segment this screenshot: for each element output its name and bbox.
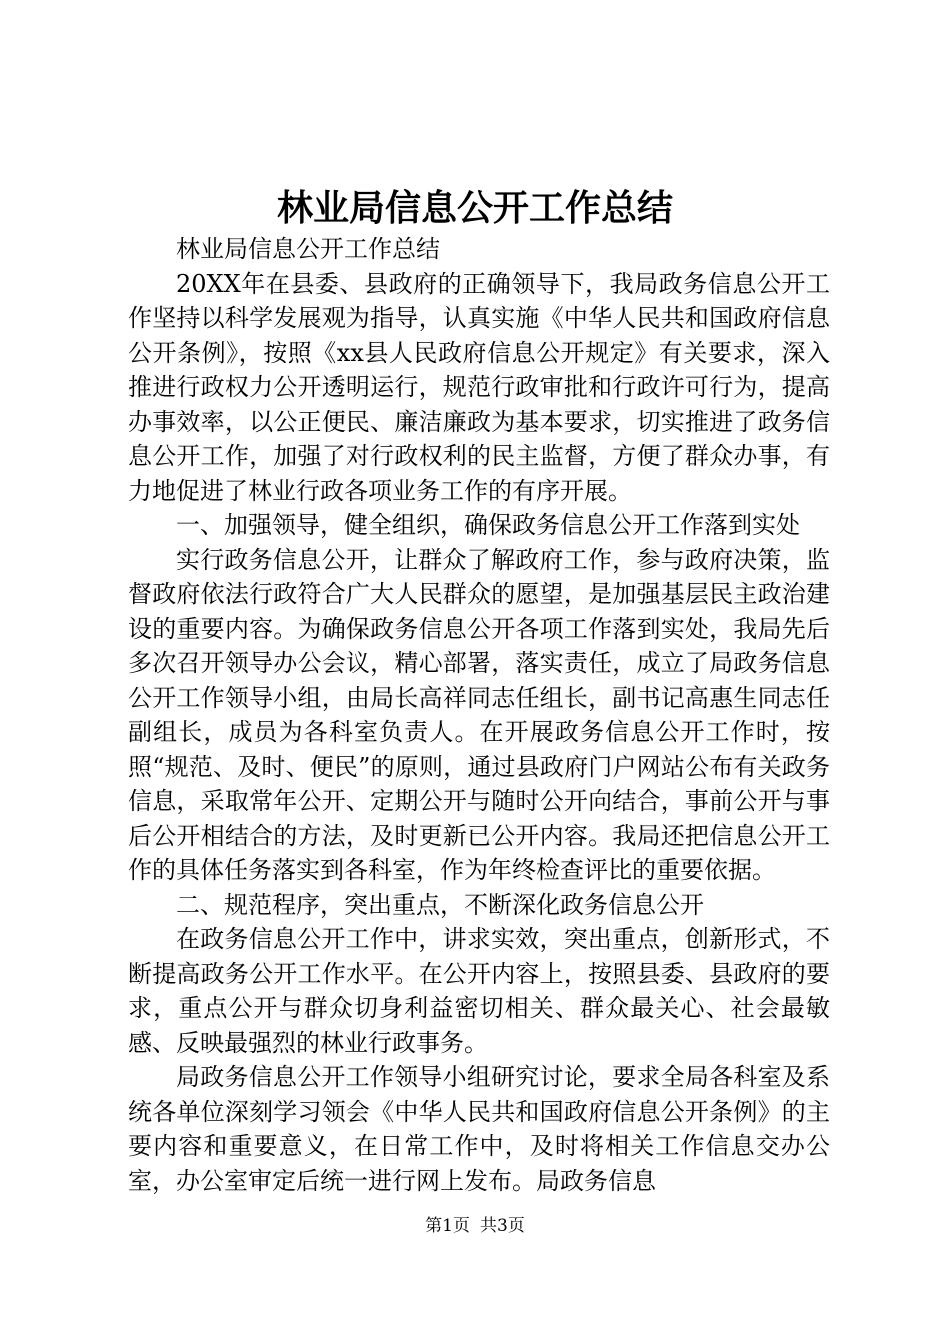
section-heading-2: 二、规范程序，突出重点，不断深化政务信息公开: [176, 890, 704, 919]
page-number-total: 共3页: [480, 1216, 525, 1236]
page-number-current: 第1页: [425, 1216, 470, 1236]
paragraph-intro: 20XX年在县委、县政府的正确领导下，我局政务信息公开工作坚持以科学发展观为指导，认真实施《中华人民共和国政府信息公开条例》，按照《xx县人民政府信息公开规定》有关要求，深入推进行政权力公开透明运行，规范行政审批和行政许可行为，提高办事效率，以公正便民、廉洁廉政为基本要求，切实推进了政务信息公开工作，加强了对行政权利的民主监督，方便了群众办事，有力地促进了林业行政各项业务工作的有序开展。: [128, 269, 830, 505]
page-footer: [0, 1214, 950, 1238]
paragraph-subtitle: 林业局信息公开工作总结: [176, 235, 440, 263]
section-heading-1: 一、加强领导，健全组织，确保政务信息公开工作落到实处: [176, 511, 800, 539]
paragraph-section-2b: 局政务信息公开工作领导小组研究讨论，要求全局各科室及系统各单位深刻学习领会《中华人民共和国政府信息公开条例》的主要内容和重要意义，在日常工作中，及时将相关工作信息交办公室，办公室审定后统一进行网上发布。局政务信息: [128, 1063, 830, 1195]
document-title: 林业局信息公开工作总结: [276, 187, 673, 229]
document-body: [128, 232, 830, 1198]
paragraph-section-2a: 在政务信息公开工作中，讲求实效，突出重点，创新形式，不断提高政务公开工作水平。在公开内容上，按照县委、县政府的要求，重点公开与群众切身利益密切相关、群众最关心、社会最敏感、反映最强烈的林业行政事务。: [128, 925, 830, 1057]
paragraph-section-1: 实行政务信息公开，让群众了解政府工作，参与政府决策，监督政府依法行政符合广大人民群众的愿望，是加强基层民主政治建设的重要内容。为确保政务信息公开各项工作落到实处，我局先后多次召开领导办公会议，精心部署，落实责任，成立了局政务信息公开工作领导小组，由局长高祥同志任组长，副书记高惠生同志任副组长，成员为各科室负责人。在开展政务信息公开工作时，按照“规范、及时、便民”的原则，通过县政府门户网站公布有关政务信息，采取常年公开、定期公开与随时公开向结合，事前公开与事后公开相结合的方法，及时更新已公开内容。我局还把信息公开工作的具体任务落实到各科室，作为年终检查评比的重要依据。: [128, 545, 830, 884]
